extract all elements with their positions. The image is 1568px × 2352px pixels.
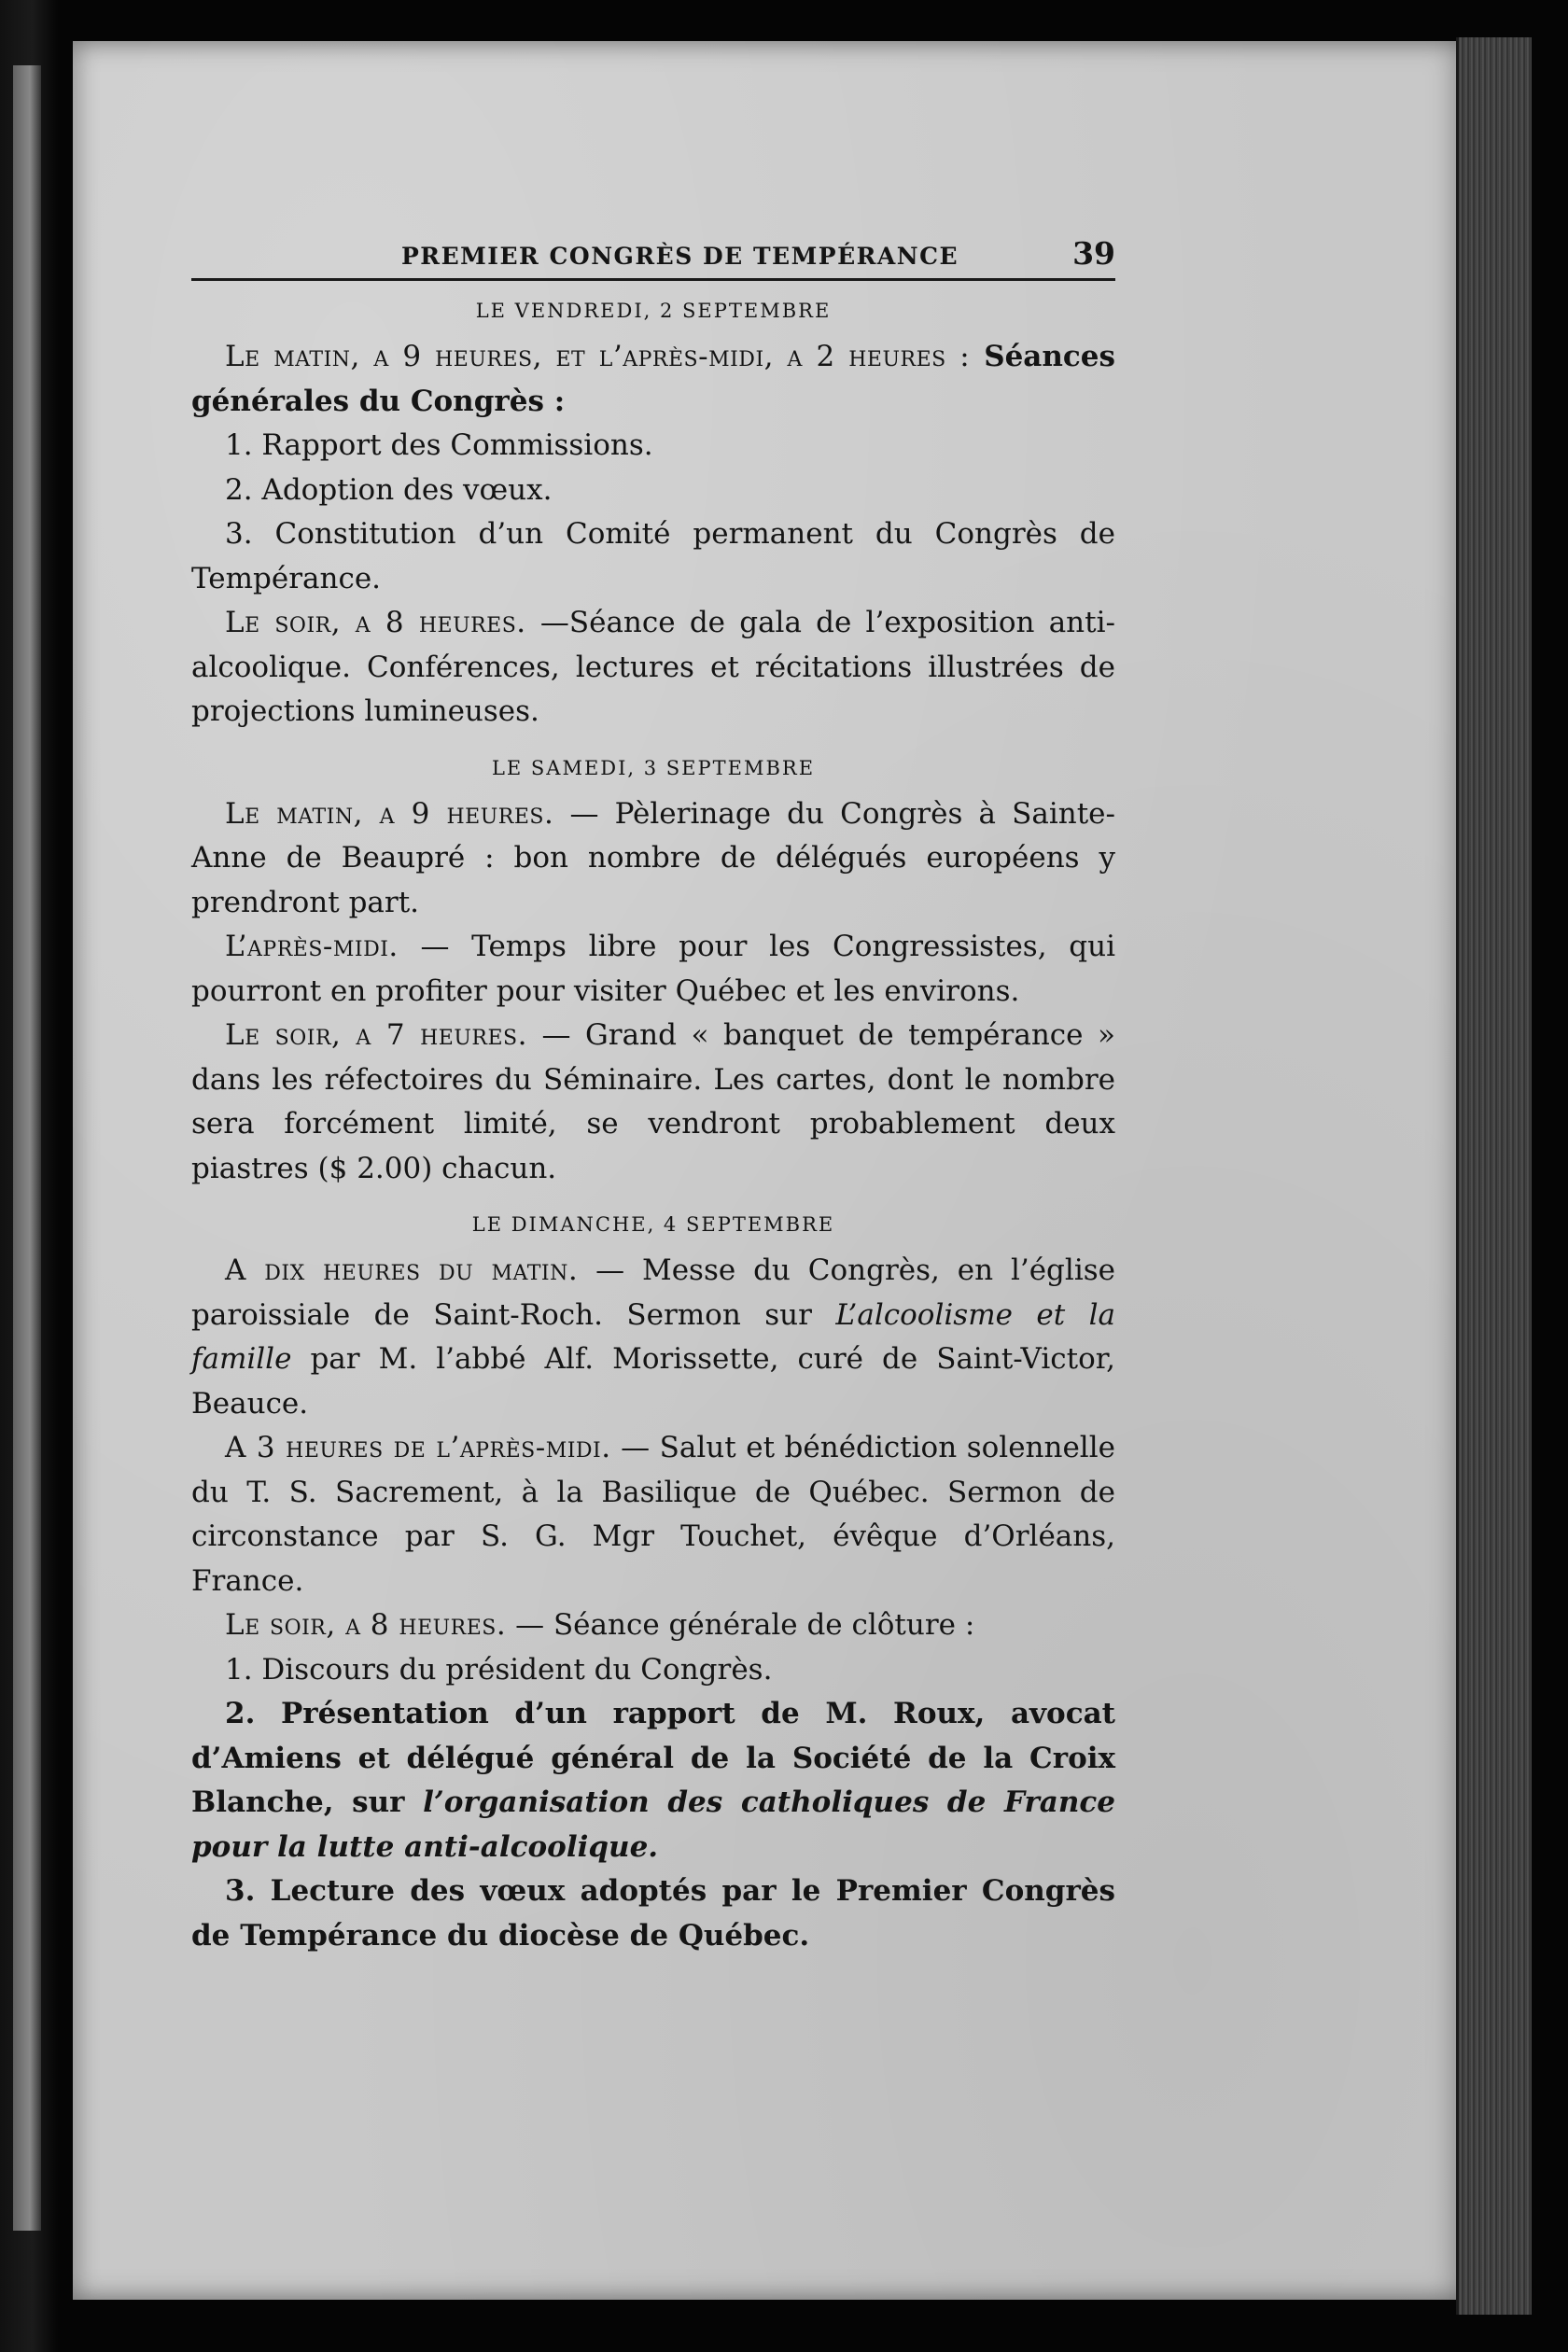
paragraph (191, 925, 1115, 1014)
paragraph-text: 2. Présentation d’un rapport de M. Roux, avocat d’Amiens et délégué général de la Société de la Croix Blanche, sur (191, 1697, 1115, 1819)
paragraph (191, 1426, 1115, 1603)
running-title: PREMIER CONGRÈS DE TEMPÉRANCE (401, 243, 959, 270)
paragraph-text: —Séance de gala de l’exposition anti-alcoolique. Conférences, lectures et récitations illustrées de projections lumineuses. (191, 606, 1115, 728)
paragraph-text-tail: par M. l’abbé Alf. Morissette, curé de Saint-Victor, Beauce. (191, 1342, 1115, 1421)
paragraph (191, 601, 1115, 735)
book-fore-edge (1456, 37, 1532, 2315)
paragraph-text: — Grand « banquet de tempérance » dans les réfectoires du Séminaire. Les cartes, dont le nombre sera forcément limité, se vendront probablement deux piastres ($ 2.00) chacun. (191, 1018, 1115, 1185)
paragraph (191, 335, 1115, 424)
running-header (191, 231, 1115, 281)
page-text-block (191, 231, 1115, 1958)
paragraph (191, 1249, 1115, 1426)
report-title: l’organisation des catholiques de France pour la lutte anti-alcoolique. (191, 1785, 1115, 1864)
page-number: 39 (1072, 235, 1115, 272)
time-lead: A dix heures du matin. (225, 1253, 579, 1287)
paragraph-text: — Pèlerinage du Congrès à Sainte-Anne de Beaupré : bon nombre de délégués européens y prendront part. (191, 796, 1115, 919)
list-item: 1. Rapport des Commissions. (225, 428, 653, 462)
list-item: 3. Constitution d’un Comité permanent du Congrès de Tempérance. (191, 517, 1115, 595)
adjacent-page-edge (13, 65, 41, 2231)
paragraph (191, 1014, 1115, 1191)
time-lead: L’après-midi. (225, 930, 399, 963)
paragraph (191, 792, 1115, 926)
time-lead: Le soir, a 8 heures. (225, 1608, 507, 1642)
section-heading: LE SAMEDI, 3 SEPTEMBRE (491, 756, 816, 779)
paragraph (191, 1603, 1115, 1648)
left-gutter (0, 0, 58, 2352)
list-item (191, 1692, 1115, 1869)
time-lead: Le matin, a 9 heures, et l’après-midi, a 2 heures : (225, 340, 971, 373)
time-lead: A 3 heures de l’après-midi. (225, 1431, 611, 1464)
paragraph-text: — Séance générale de clôture : (506, 1608, 975, 1642)
paragraph-text: — Messe du Congrès, en l’église paroissiale de Saint-Roch. Sermon sur (191, 1253, 1115, 1332)
sermon-title: L’alcoolisme et la famille (191, 1297, 1116, 1376)
time-lead: Le soir, a 7 heures. (225, 1018, 527, 1052)
paragraph-text: — Salut et bénédiction solennelle du T. S. Sacrement, à la Basilique de Québec. Sermon de circonstance par S. G. Mgr Touchet, évêque d’Orléans, France. (191, 1431, 1115, 1598)
time-lead: Le matin, a 9 heures. (225, 796, 554, 831)
paragraph-text: Séances générales du Congrès : (191, 340, 1115, 418)
paragraph-text: — Temps libre pour les Congressistes, qui pourront en profiter pour visiter Québec et les environs. (191, 930, 1115, 1008)
list-item: 1. Discours du président du Congrès. (225, 1652, 773, 1687)
list-item: 2. Adoption des vœux. (225, 472, 553, 507)
section-heading: LE DIMANCHE, 4 SEPTEMBRE (471, 1213, 835, 1236)
list-item: 3. Lecture des vœux adoptés par le Premier Congrès de Tempérance du diocèse de Québec. (191, 1874, 1115, 1953)
section-heading: LE VENDREDI, 2 SEPTEMBRE (475, 300, 832, 322)
time-lead: Le soir, a 8 heures. (225, 606, 526, 639)
